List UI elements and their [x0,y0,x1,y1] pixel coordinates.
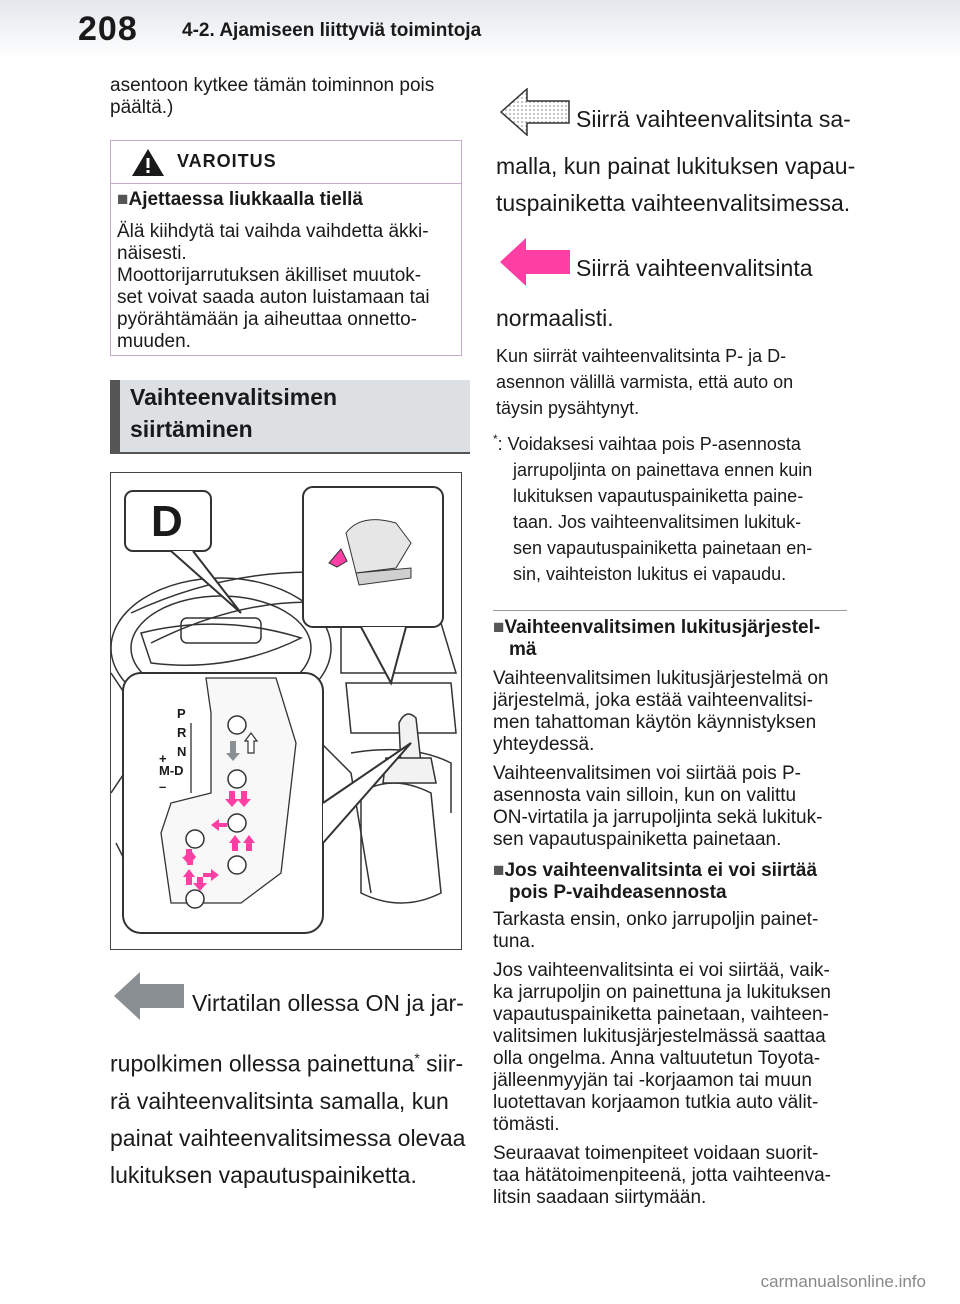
section-title: 4-2. Ajamiseen liittyviä toimintoja [182,20,482,41]
illustration-svg [111,473,462,950]
sec2-title-line [493,860,853,882]
gate-label-md: M-D [159,763,184,778]
pink-arrow-paragraph: normaalisti. [496,305,614,331]
sec2-title-text: Jos vaihteenvalitsinta ei voi siirtää [504,860,818,881]
warning-line: Moottorijarrutuksen äkilliset muutok- [117,265,422,286]
warning-line: muuden. [117,331,191,352]
text-line: litsin saadaan siirtymään. [493,1187,707,1208]
gate-label-r: R [177,725,187,740]
text-line: yhteydessä. [493,734,595,755]
para-line: painat vaihteenvalitsimessa olevaa [110,1124,466,1151]
square-bullet-icon: ■ [493,860,505,881]
warning-lines [117,221,457,353]
warning-subtitle [117,189,457,211]
gate-label-n: N [177,744,187,759]
text-line: luotettavan korjaamon tutkia auto välit- [493,1092,819,1113]
gate-label-plus: + [159,751,167,766]
gray-arrow-label: Virtatilan ollessa ON ja jar- [192,990,464,1016]
text-line: Vaihteenvalitsimen voi siirtää pois P- [493,763,802,784]
gray-arrow-paragraph [110,1040,470,1194]
footnote-line [493,426,853,457]
text-line: Jos vaihteenvalitsinta ei voi siirtää, vaik- [493,960,830,981]
text-line: tömästi. [493,1114,560,1135]
pink-arrow-label: Siirrä vaihteenvalitsinta [576,255,813,281]
warning-line: Älä kiihdytä tai vaihda vaihdetta äkki- [117,221,429,242]
warning-body [117,189,457,353]
intro-line: päältä.) [110,97,174,118]
footnote-line: taan. Jos vaihteenvalitsimen lukituk- [513,512,802,532]
sec2-title-line: pois P-vaihdeasennosta [509,882,727,903]
note-paragraph [496,343,856,421]
text-line: tuna. [493,931,536,952]
gate-label-minus: – [159,779,167,794]
text-line: vapautuspainiketta painetaan, vaihteen- [493,1004,829,1025]
note-line: asennon välillä varmista, että auto on [496,372,794,392]
footnote-mark: * [493,432,498,446]
sec1-title-line [493,617,853,639]
text-line: olla ongelma. Anna valtuutetun Toyota- [493,1048,821,1069]
outline-arrow-label: Siirrä vaihteenvalitsinta sa- [576,106,851,132]
footnote-line: sin, vaihteiston lukitus ei vapaudu. [513,564,787,584]
sec2-p2 [493,960,853,1136]
footnote-ref: * [414,1050,420,1066]
warning-header [111,141,461,184]
text-line: ka jarrupoljin on painettuna ja lukituksen [493,982,831,1003]
text-line: Tarkasta ensin, onko jarrupoljin painet- [493,909,819,930]
text-line: jälleenmyyjän tai -korjaamon tai muun [493,1070,812,1091]
para-line: rä vaihteenvalitsinta samalla, kun [110,1087,449,1114]
outline-arrow-icon [500,88,570,136]
heading-line: siirtäminen [130,416,253,442]
intro-line: asentoon kytkee tämän toiminnon pois [110,75,435,96]
sec1-p1 [493,668,853,756]
sec1-title-line: mä [509,639,537,660]
watermark[interactable]: carmanualsonline.info [760,1272,926,1291]
text-line: Vaihteenvalitsimen lukitusjärjestelmä on [493,668,829,689]
note-line: Kun siirrät vaihteenvalitsinta P- ja D- [496,346,787,366]
warning-line: pyörähtämään ja aiheuttaa onnetto- [117,309,417,330]
text-line: järjestelmä, joka estää vaihteenvalitsi- [493,690,813,711]
sec2-p1 [493,909,853,953]
warning-title: VAROITUS [177,151,277,171]
square-bullet-icon: ■ [117,189,129,210]
sec1-title [493,617,853,661]
intro-text [110,75,434,119]
footnote [493,426,853,587]
outline-arrow-paragraph [496,148,856,222]
callout-letter-d: D [151,497,183,546]
sec2-title [493,860,853,904]
para-line-end: siir- [419,1050,464,1077]
text-line: asennosta vain silloin, kun on valittu [493,785,797,806]
para-line: tuspainiketta vaihteenvalitsimessa. [496,190,851,216]
shift-lever-illustration [110,472,462,950]
gate-label-p: P [177,706,186,721]
warning-line: set voivat saada auton luistamaan tai [117,287,430,308]
warning-line: näisesti. [117,243,187,264]
text-line: Seuraavat toimenpiteet voidaan suorit- [493,1143,819,1164]
sec1-title-text: Vaihteenvalitsimen lukitusjärjestel- [504,617,821,638]
footnote-line: lukituksen vapautuspainiketta paine- [513,486,804,506]
sec1 [493,617,853,1209]
footnote-line: sen vapautuspainiketta painetaan en- [513,538,813,558]
page-number: 208 [78,10,138,48]
para-line: malla, kun painat lukituksen vapau- [496,153,856,179]
text-line: valitsimen lukitusjärjestelmässä saattaa [493,1026,826,1047]
note-line: täysin pysähtynyt. [496,398,640,418]
heading-line: Vaihteenvalitsimen [130,384,338,410]
para-line-text: rupolkimen ollessa painettuna [110,1050,415,1077]
footnote-text: : Voidaksesi vaihtaa pois P-asennosta [497,434,801,454]
pink-arrow-icon [500,238,570,286]
para-line: lukituksen vapautuspainiketta. [110,1161,417,1188]
sec2-p3 [493,1143,853,1209]
divider [493,610,847,611]
square-bullet-icon: ■ [493,617,505,638]
warning-box [110,140,462,356]
sec1-p2 [493,763,853,851]
text-line: ON-virtatila ja jarrupoljinta sekä lukituk- [493,807,823,828]
para-line [110,1040,470,1083]
footnote-line: jarrupoljinta on painettava ennen kuin [513,460,813,480]
text-line: taa hätätoimenpiteenä, jotta vaihteenva- [493,1165,832,1186]
warning-subtitle-text: Ajettaessa liukkaalla tiellä [128,189,363,210]
section-heading [110,380,470,454]
text-line: men tahattoman käytön käynnistyksen [493,712,817,733]
text-line: sen vapautuspainiketta painetaan. [493,829,782,850]
gray-arrow-icon [114,972,184,1020]
warning-triangle-icon [131,147,165,177]
